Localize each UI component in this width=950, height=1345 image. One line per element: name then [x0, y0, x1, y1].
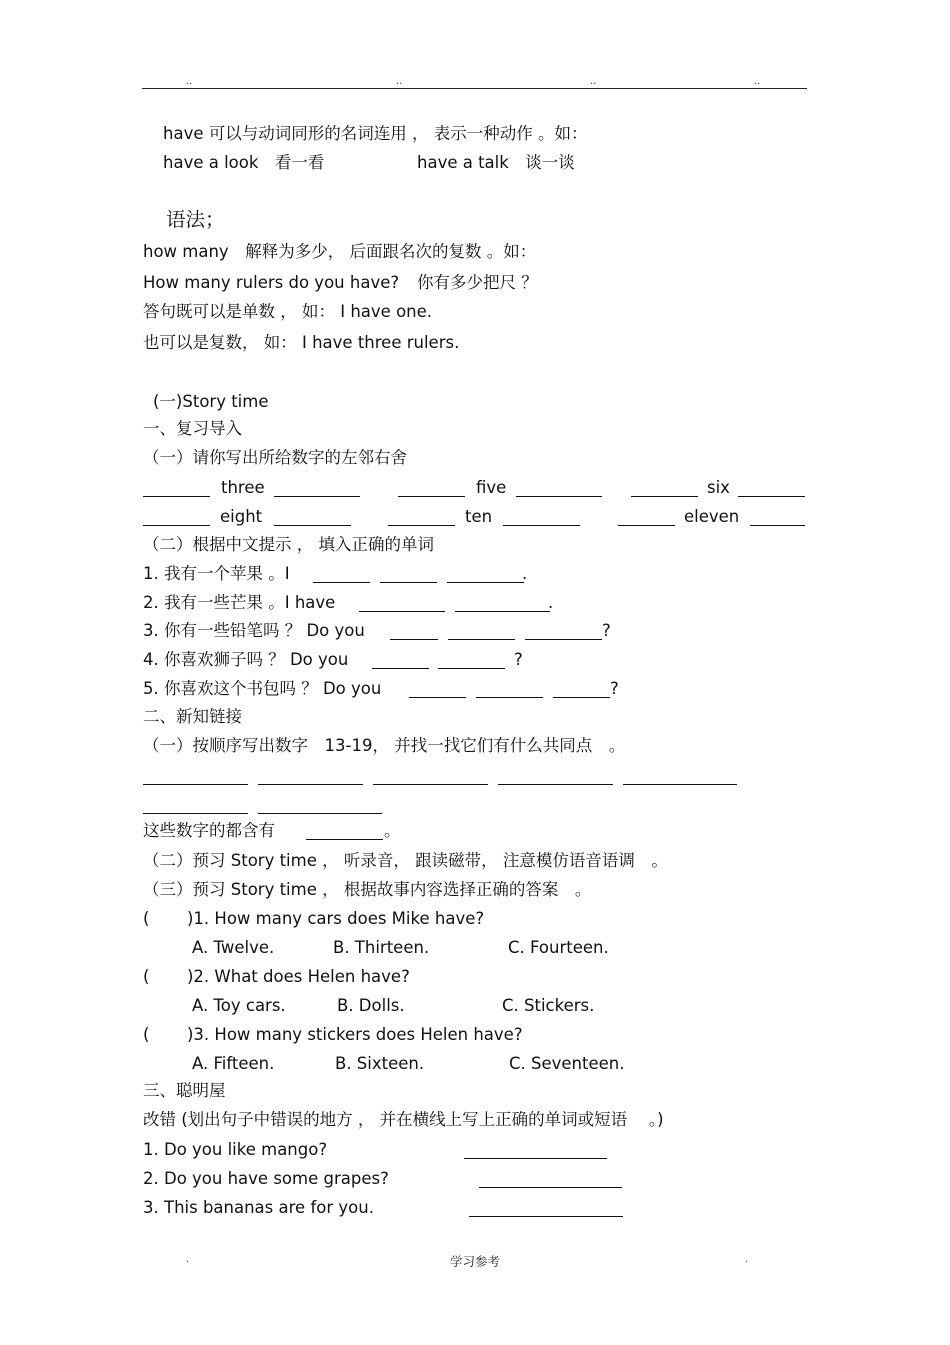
mc-option: C. Fourteen. — [508, 938, 609, 957]
answer-blank[interactable] — [448, 639, 515, 640]
mc-option: C. Stickers. — [502, 996, 595, 1015]
mc-option: B. Sixteen. — [335, 1054, 425, 1073]
answer-blank[interactable] — [143, 496, 210, 497]
section-title: 二、新知链接 — [143, 707, 242, 726]
footer-right-dot: . — [745, 1254, 749, 1265]
answer-blank[interactable] — [258, 813, 382, 814]
question-end: ? — [610, 679, 619, 698]
answer-blank[interactable] — [143, 813, 248, 814]
answer-blank[interactable] — [623, 784, 737, 785]
question-end: ? — [514, 650, 523, 669]
correction-item: 1. Do you like mango? — [143, 1140, 328, 1159]
header-rule — [142, 88, 807, 89]
answer-blank[interactable] — [306, 839, 383, 840]
mc-option: A. Fifteen. — [192, 1054, 275, 1073]
answer-blank[interactable] — [313, 582, 370, 583]
common-prompt: 这些数字的都含有 — [143, 821, 275, 840]
answer-blank[interactable] — [476, 697, 543, 698]
answer-blank[interactable] — [469, 1216, 623, 1217]
grammar-line: 也可以是复数， 如： I have three rulers. — [143, 333, 460, 352]
question-end: . — [548, 593, 554, 612]
answer-blank[interactable] — [553, 697, 610, 698]
section-title: 三、聪明屋 — [143, 1081, 226, 1100]
answer-blank[interactable] — [525, 639, 602, 640]
answer-blank[interactable] — [143, 525, 210, 526]
grammar-example-en: How many rulers do you have? — [143, 273, 400, 292]
number-word: ten — [465, 507, 493, 526]
answer-blank[interactable] — [455, 611, 550, 612]
answer-blank[interactable] — [274, 496, 360, 497]
grammar-line: how many 解释为多少， 后面跟名次的复数 。如： — [143, 242, 537, 261]
header-dots: .. — [590, 76, 597, 87]
answer-blank[interactable] — [373, 784, 488, 785]
grammar-line: 答句既可以是单数 ， 如： I have one. — [143, 302, 433, 321]
answer-blank[interactable] — [618, 525, 675, 526]
answer-blank[interactable] — [143, 784, 248, 785]
answer-blank[interactable] — [447, 582, 524, 583]
correction-item: 2. Do you have some grapes? — [143, 1169, 389, 1188]
answer-blank[interactable] — [464, 1158, 607, 1159]
header-dots: .. — [396, 76, 403, 87]
answer-blank[interactable] — [372, 668, 429, 669]
mc-option: A. Twelve. — [192, 938, 275, 957]
subsection-title: （二）预习 Story time ， 听录音， 跟读磁带， 注意模仿语音语调 。 — [143, 851, 668, 870]
number-word: three — [221, 478, 265, 497]
answer-blank[interactable] — [274, 525, 351, 526]
grammar-title: 语法； — [166, 208, 225, 231]
answer-paren[interactable]: ( — [143, 1025, 150, 1044]
story-heading: (一)Story time — [153, 392, 269, 411]
answer-blank[interactable] — [750, 525, 805, 526]
intro-example-1: have a look 看一看 — [163, 153, 325, 172]
intro-example-2: have a talk 谈一谈 — [417, 153, 575, 172]
section-title: 一、复习导入 — [143, 419, 242, 438]
answer-paren[interactable]: ( — [143, 967, 150, 986]
answer-blank[interactable] — [409, 697, 466, 698]
question: 5. 你喜欢这个书包吗 ？ Do you — [143, 679, 382, 698]
answer-blank[interactable] — [498, 784, 613, 785]
mc-question: )2. What does Helen have? — [187, 967, 410, 986]
mc-option: B. Thirteen. — [333, 938, 430, 957]
question: 1. 我有一个苹果 。I — [143, 564, 290, 583]
question: 4. 你喜欢狮子吗 ？ Do you — [143, 650, 349, 669]
answer-blank[interactable] — [359, 611, 445, 612]
answer-blank[interactable] — [390, 639, 438, 640]
correction-item: 3. This bananas are for you. — [143, 1198, 374, 1217]
mc-option: B. Dolls. — [337, 996, 405, 1015]
intro-line: have 可以与动词同形的名词连用 ， 表示一种动作 。如： — [163, 124, 588, 143]
answer-blank[interactable] — [380, 582, 437, 583]
header-dots: .. — [186, 76, 193, 87]
subsection-title: （一）按顺序写出数字 13-19， 并找一找它们有什么共同点 。 — [143, 736, 626, 755]
answer-blank[interactable] — [258, 784, 363, 785]
mc-question: )3. How many stickers does Helen have? — [187, 1025, 523, 1044]
answer-paren[interactable]: ( — [143, 909, 150, 928]
answer-blank[interactable] — [738, 496, 805, 497]
number-word: eleven — [684, 507, 740, 526]
answer-blank[interactable] — [398, 496, 465, 497]
header-dots: .. — [754, 76, 761, 87]
mc-option: A. Toy cars. — [192, 996, 286, 1015]
answer-blank[interactable] — [516, 496, 602, 497]
mc-question: )1. How many cars does Mike have? — [187, 909, 485, 928]
answer-blank[interactable] — [503, 525, 580, 526]
question: 3. 你有一些铅笔吗 ？ Do you — [143, 621, 365, 640]
answer-blank[interactable] — [438, 668, 505, 669]
answer-blank[interactable] — [479, 1187, 622, 1188]
subsection-title: （二）根据中文提示 ， 填入正确的单词 — [143, 535, 434, 554]
correction-instructions: 改错 (划出句子中错误的地方 ， 并在横线上写上正确的单词或短语 。) — [143, 1110, 664, 1129]
question: 2. 我有一些芒果 。I have — [143, 593, 336, 612]
footer-left-dot: . — [186, 1254, 190, 1265]
number-word: six — [707, 478, 730, 497]
question-end: ? — [602, 621, 611, 640]
grammar-example-cn: 你有多少把尺 ？ — [417, 273, 538, 292]
common-suffix: 。 — [384, 821, 401, 840]
subsection-title: （一）请你写出所给数字的左邻右舍 — [143, 448, 407, 467]
answer-blank[interactable] — [388, 525, 455, 526]
question-end: . — [522, 564, 528, 583]
footer-label: 学习参考 — [450, 1254, 501, 1269]
number-word: five — [476, 478, 507, 497]
answer-blank[interactable] — [631, 496, 698, 497]
subsection-title: （三）预习 Story time ， 根据故事内容选择正确的答案 。 — [143, 880, 592, 899]
number-word: eight — [220, 507, 263, 526]
mc-option: C. Seventeen. — [509, 1054, 625, 1073]
